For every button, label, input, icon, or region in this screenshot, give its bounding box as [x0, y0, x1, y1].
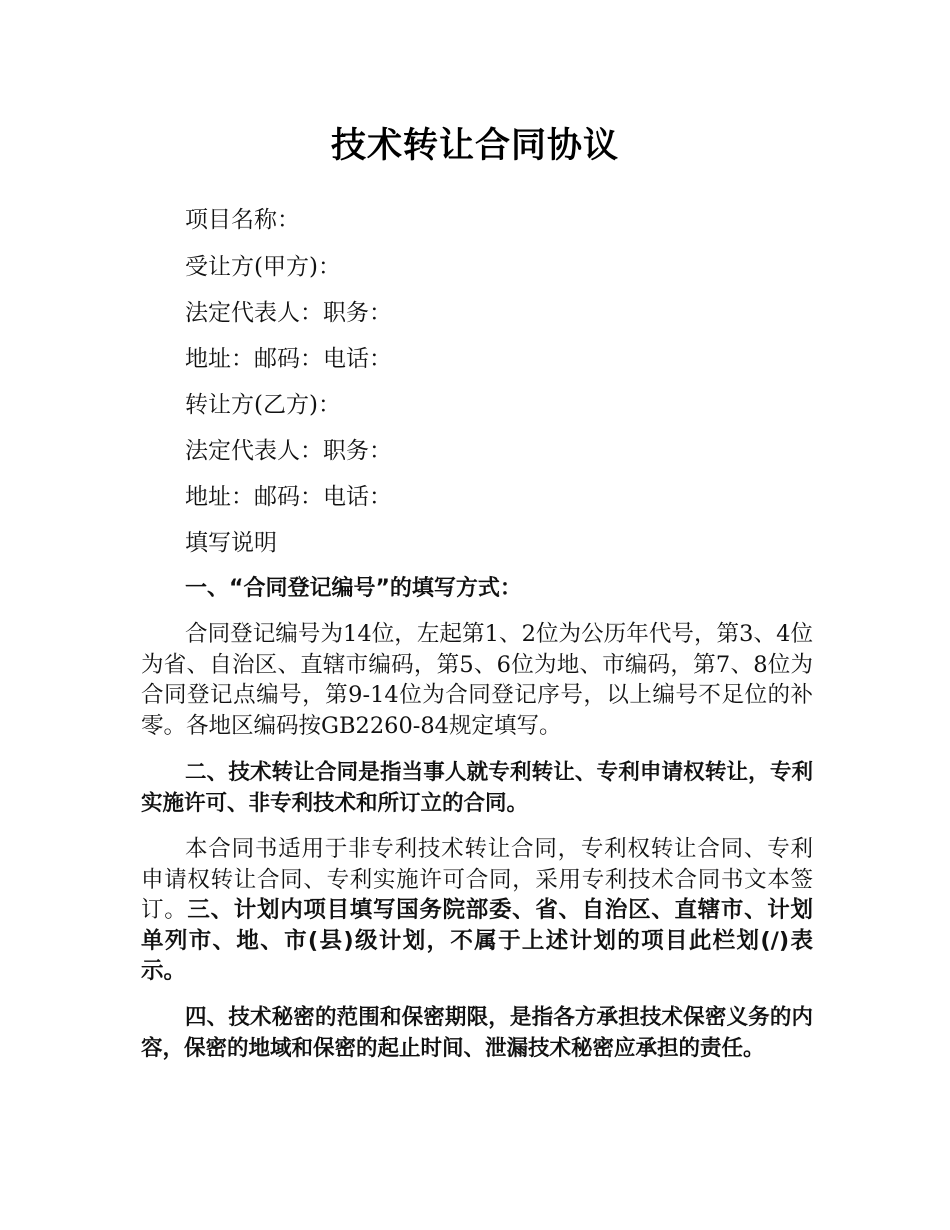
section-1-heading: 一、“合同登记编号”的填写方式：	[185, 576, 522, 601]
field-transferee-address: 地址：邮码：电话：	[185, 346, 392, 372]
instructions-label: 填写说明	[185, 530, 277, 556]
field-transferor: 转让方(乙方)：	[185, 392, 341, 418]
section-1-body: 合同登记编号为14位，左起第1、2位为公历年代号，第3、4位为省、自治区、直辖市编码，第5、6位为地、市编码，第7、8位为合同登记点编号，第9-14位为合同登记序号，以上编号不足位的补零。各地区编码按GB2260-84规定填写。	[141, 621, 813, 739]
section-4-body: 四、技术秘密的范围和保密期限，是指各方承担技术保密义务的内容，保密的地域和保密的起止时间、泄漏技术秘密应承担的责任。	[141, 1005, 813, 1061]
document-title: 技术转让合同协议	[330, 126, 619, 166]
section-2-note: 本合同书适用于非专利技术转让合同，专利权转让合同、专利申请权转让合同、专利实施许可合同，采用专利技术合同书文本签订。	[141, 836, 813, 923]
field-transferee: 受让方(甲方)：	[185, 254, 341, 280]
field-transferee-representative: 法定代表人：职务：	[185, 300, 392, 326]
section-3-body: 三、计划内项目填写国务院部委、省、自治区、直辖市、计划单列市、地、市(县)级计划，不属于上述计划的项目此栏划(/)表示。	[141, 897, 813, 984]
section-2-body: 二、技术转让合同是指当事人就专利转让、专利申请权转让，专利实施许可、非专利技术和所订立的合同。	[141, 760, 813, 816]
field-project-name: 项目名称：	[185, 207, 300, 233]
section-2-3-paragraph	[141, 834, 813, 987]
field-transferor-address: 地址：邮码：电话：	[185, 484, 392, 510]
field-transferor-representative: 法定代表人：职务：	[185, 438, 392, 464]
